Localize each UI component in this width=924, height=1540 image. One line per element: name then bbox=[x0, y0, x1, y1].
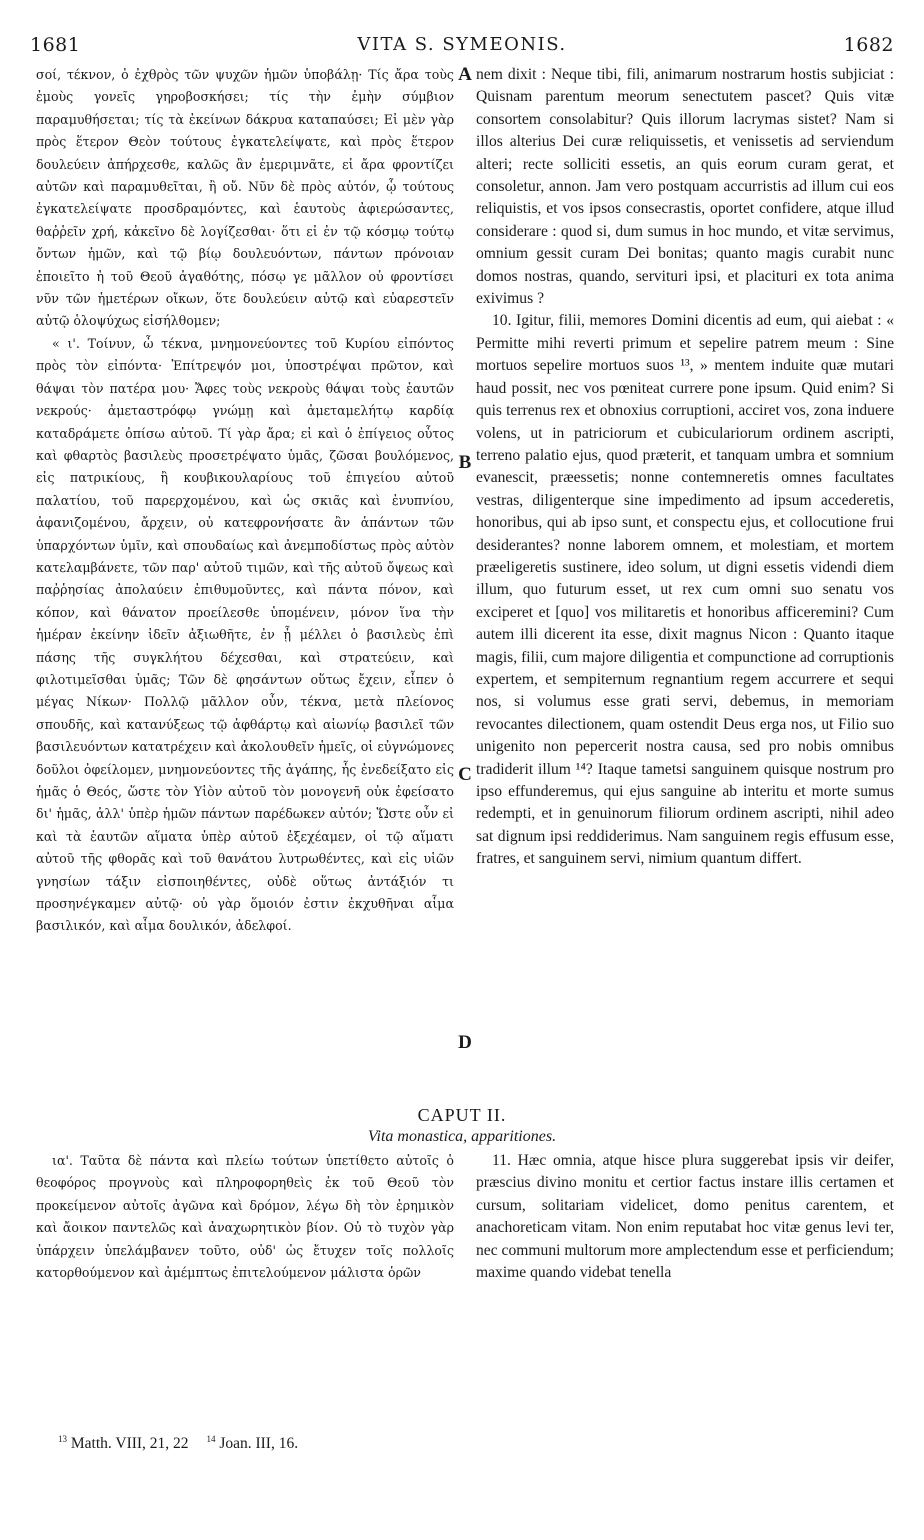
greek-paragraph: σοί, τέκνον, ὁ ἐχθρὸς τῶν ψυχῶν ἡμῶν ὑποβάλῃ· Τίς ἄρα τοὺς ἐμοὺς γονεῖς γηροβοσκήσει; τίς τὴν ἐμὴν σύμβιον παραμυθήσεται; τίς τὰ ἐκείνων δάκρυα καταπαύσει; Εἰ μὲν γὰρ πρὸς ἕτερον Θεὸν τούτους ἐγκατελείψατε, καὶ πρὸς ἕτερον δουλεύειν ἀπήρχεσθε, καλῶς ἂν ἐμεριμνᾶτε, εἰ ἄρα φροντίζει αὐτῶν καὶ παραμυθεῖται, ἢ οὔ. Νῦν δὲ πρὸς αὐτόν, ᾧ τούτους ἐγκατελείψατε προσδραμόντες, καὶ ἑαυτοὺς ἀφιερώσαντες, θαῤῥεῖν χρή, κἀκεῖνο δὲ λογίζεσθαι· ὅτι εἰ ἐν τῷ κόσμῳ τούτῳ ὄντων ἡμῶν, καὶ τῷ βίῳ δουλευόντων, πάντων πρόνοιαν ἐποιεῖτο ἡ τοῦ Θεοῦ ἀγαθότης, πόσῳ γε μᾶλλον οὐ φροντίσει νῦν τῶν ἡμετέρων οἴκων, ὅτε δουλεύειν αὐτῷ καὶ εὐαρεστεῖν αὐτῷ ὁλοψύχως εἰσήλθομεν; bbox=[36, 67, 454, 329]
greek-paragraph: ια'. Ταῦτα δὲ πάντα καὶ πλείω τούτων ὑπετίθετο αὐτοῖς ὁ θεοφόρος προγνοὺς καὶ πληροφορηθεὶς ἐκ τοῦ Θεοῦ τὸν προκείμενον αὐτοῖς ἀγῶνα καὶ δρόμον, λέγω δὴ τὸν ἐρημικὸν καὶ ἄοικον παντελῶς καὶ ἀναχωρητικὸν βίον. Οὐ τὸ τυχὸν γὰρ ὑπάρχειν ὑπελάμβανεν τοῦτο, οὐδ' ὡς ἔτυχεν τοῖς πολλοῖς κατορθούμενον καὶ ἀμέμπτως ἐπιτελούμενον μάλιστα ὁρῶν bbox=[36, 1153, 454, 1281]
margin-letter-d: D bbox=[458, 1032, 472, 1053]
footnote-text: Joan. III, 16. bbox=[219, 1435, 299, 1453]
greek-column-bottom bbox=[36, 1150, 454, 1284]
margin-letter-b: B bbox=[458, 452, 472, 473]
greek-column-top bbox=[36, 64, 454, 938]
footnote-text: Matth. VIII, 21, 22 bbox=[70, 1435, 189, 1453]
footnote-mark: 14 bbox=[206, 1434, 216, 1444]
margin-letter-a: A bbox=[458, 64, 472, 85]
latin-column-top bbox=[476, 64, 894, 871]
footnote bbox=[206, 1435, 298, 1452]
latin-column-bottom bbox=[476, 1150, 894, 1284]
column-number-right: 1682 bbox=[843, 34, 894, 56]
footnote-mark: 13 bbox=[58, 1434, 67, 1444]
margin-letter-c: C bbox=[458, 764, 472, 785]
latin-paragraph: 11. Hæc omnia, atque hisce plura suggerebat ipsis vir deifer, præscius divino monitu et certior factus instare illis certamen et cursum, solitariam videlicet, domo penitus carentem, et anachoreticam vitam. Non enim reputabat hoc vitæ genus levi ter, nec communi multorum more amplectendum esse et perficiendum; maxime quando videbat tenella bbox=[476, 1152, 894, 1282]
latin-paragraph: 10. Igitur, filii, memores Domini dicentis ad eum, qui aiebat : « Permitte mihi reverti primum et sepelire patrem meum : Sine mortuos sepelire mortuos suos ¹³, » mentem induite quæ mutari haud possit, nec vos pœniteat currere pone ipsum. Quid enim? Si quis terrenus rex et obnoxius corruptioni, acciret vos, zona induere volens, ut in patriciorum et cubiculariorum ordinem ascripti, terreno palatio ejus, quod præterit, et tanquam umbra et somnium evanescit, præessetis; nonne contemneretis omnes facultates vestras, diligenterque sine impedimento ad ipsum accederetis, honoribus, qui ab ipso sunt, et conspectu ejus, et collocutione frui desiderantes? nonne laborem omnem, et molestiam, et mortem præeligeretis sustinere, ideo solum, ut digni essetis videndi diem illum, quo futurum esset, ut rex cum omni suo senatu vos exciperet et [quo] vos militaretis et honoribus afficeremini? Cum autem illi dicerent ita esse, dixit magnus Nicon : Quanto itaque magis, filii, cum majore diligentia et compunctione ad corruptionis expertem, et sempiternum regnantium regem accurrere et sequi nos, si volumus esse grati servi, debemus, in memoriam revocantes dilectionem, quam ostendit Deus erga nos, ut Filio suo unigenito non pepercerit nostra causa, sed pro nobis omnibus tradiderit illum ¹⁴? Itaque tametsi sanguinem quisque nostrum pro ipso effunderemus, qui ejus sanguine ab interitu et morte sumus redempti, et in genuinorum filiorum ordinem ascripti, nihil adeo sat dignum ipsi reddiderimus. Nam sanguinem regis effusum esse, fratres, et sanguinem servi, nimium quantum differt. bbox=[476, 312, 894, 868]
chapter-title: CAPUT II. bbox=[417, 1105, 507, 1125]
footnote bbox=[58, 1435, 189, 1452]
greek-paragraph: « ι'. Τοίνυν, ὦ τέκνα, μνημονεύοντες τοῦ Κυρίου εἰπόντος πρὸς τὸν εἰπόντα· Ἐπίτρεψόν μοι, ὑποστρέψαι πρῶτον, καὶ θάψαι τὸν πατέρα μου· Ἄφες τοὺς νεκροὺς θάψαι τοὺς ἑαυτῶν νεκρούς· ἀμεταστρόφῳ γνώμῃ καὶ ἀμεταμελήτῳ καρδίᾳ καταδράμετε ὀπίσω αὐτοῦ. Τί γὰρ ἄρα; εἰ καὶ ὁ ἐπίγειος οὗτος καὶ φθαρτὸς βασιλεὺς προσετρέψατο ὑμᾶς, ζῶσαι βουλόμενος, εἰς πατρικίους, ἢ κουβικουλαρίους τοῦ ἐπιγείου αὐτοῦ παλατίου, τοῦ παρερχομένου, καὶ ὡς σκιᾶς καὶ ἐνυπνίου, ἀφανιζομένου, ἄρχειν, οὐ κατεφρονήσατε ἂν ἁπάντων τῶν ὑπαρχόντων ὑμῖν, καὶ σπουδαίως καὶ ἀνεμποδίστως πρὸς αὐτὸν κατελαμβάνετε, τῶν παρ' αὐτοῦ τιμῶν, καὶ τῆς αὐτοῦ ὄψεως καὶ παῤῥησίας ἀπολαύειν ἐπιθυμοῦντες, καὶ πάντα πόνον, καὶ κόπον, καὶ θάνατον προείλεσθε ὑπομένειν, μόνον ἵνα τὴν ἡμέραν ἐκείνην ἰδεῖν ἀξιωθῆτε, ἐν ᾗ μέλλει ὁ βασιλεὺς ἐπὶ πάσης τῆς συγκλήτου δέχεσθαι, καὶ στρατεύειν, καὶ φιλοτιμεῖσθαι ὑμᾶς; Τῶν δὲ φησάντων οὕτως ἔχειν, εἶπεν ὁ μέγας Νίκων· Πολλῷ μᾶλλον οὖν, τέκνα, μετὰ πλείονος σπουδῆς, καὶ κατανύξεως τῷ ἀφθάρτῳ καὶ αἰωνίῳ βασιλεῖ τῶν βασιλευόντων κατατρέχειν καὶ ἀκολουθεῖν ἡμεῖς, οἱ εὐγνώμονες δοῦλοι ὀφείλομεν, μνημονεύοντες τῆς ἀγάπης, ἧς ἐνεδείξατο εἰς ἡμᾶς ὁ Θεός, ὥστε τὸν Υἱὸν αὐτοῦ τὸν μονογενῆ οὐκ ἐφείσατο δι' ἡμᾶς, ἀλλ' ὑπὲρ ἡμῶν πάντων παρέδωκεν αὐτόν; Ὥστε οὖν εἰ καὶ τὰ ἑαυτῶν αἵματα ὑπὲρ αὐτοῦ ἐξεχέαμεν, οἱ τῷ αἵματι αὐτοῦ τῆς φθορᾶς καὶ τοῦ θανάτου λυτρωθέντες, καὶ εἰς υἱῶν γνησίων τάξιν εἰσποιηθέντες, οὐδὲ οὕτως ἀντάξιόν τι προσηνέγκαμεν αὐτῷ· οὐ γὰρ ὅμοιόν ἐστιν ἐκχυθῆναι αἷμα βασιλικόν, καὶ αἷμα δουλικόν, ἀδελφοί. bbox=[36, 335, 454, 934]
footnotes bbox=[58, 1434, 658, 1453]
chapter-subtitle: Vita monastica, apparitiones. bbox=[367, 1128, 557, 1145]
running-head bbox=[30, 34, 894, 60]
running-title: VITA S. SYMEONIS. bbox=[357, 34, 567, 55]
latin-paragraph: nem dixit : Neque tibi, fili, animarum nostrarum hostis subjiciat : Quisnam parentum meorum senectutem pascet? Quis vitæ consortem consolabitur? Quis illorum lacrymas sistet? Nam si illos alterius Dei curæ reliquissetis, et venissetis ad serviendum alteri; recte solliciti essetis, an quis eorum curam gerat, et consoletur, annon. Jam vero postquam accurristis ad illum cui eos reliquistis, et vos ipsos consecrastis, oportet confidere, atque illud considerare : quod si, dum sumus in hoc mundo, et vitæ servimus, omnium gessit curam Dei bonitas; quanto magis curabit nunc domos nostras, quando, servituri ipsi, et placituri ex tota anima exivimus ? bbox=[476, 66, 894, 308]
column-number-left: 1681 bbox=[30, 34, 81, 56]
